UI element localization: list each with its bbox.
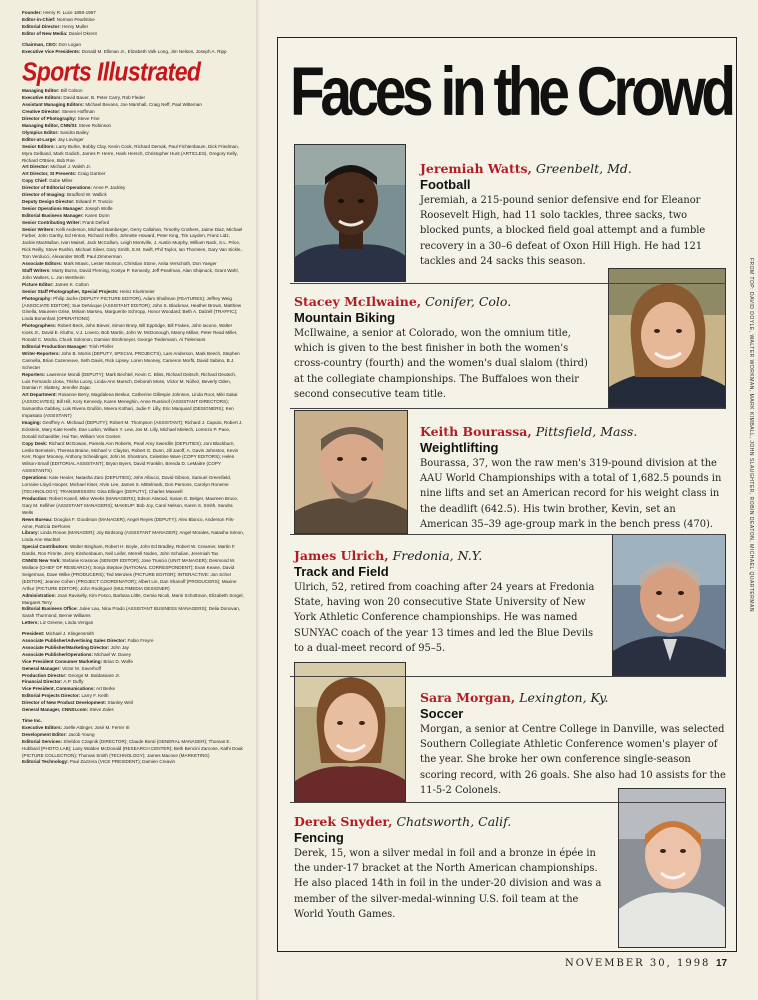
masthead-names: Liz Greene, Linda Verigan [40, 620, 94, 626]
masthead-names: Joseph Wolfe [84, 205, 113, 211]
masthead-names: Steve Fine [77, 116, 100, 122]
masthead-credit-line [22, 392, 244, 420]
masthead-names: Robert Beck, John Biever, Simon Bruty, Bill Eppridge, Bill Frakes, John Iacono, Walter Iooss Jr., David E. Klutho, V.J. Lovero, Bob Martin, John W. McDonough, Manny Millan, Peter Read Miller, Ronald C. Modra, Chuck Solomon, Damian Strohmeyer, George Tiedemann, Al Tielemans [22, 323, 238, 343]
faces-panel [277, 37, 737, 952]
athlete-hometown: Fredonia, N.Y. [392, 548, 483, 563]
masthead-names: Steve Robinson [78, 122, 112, 128]
masthead-credit-line [22, 261, 244, 268]
masthead-role: Staff Writers: [22, 268, 51, 273]
masthead-role: Editorial Business Office: [22, 606, 78, 612]
athlete-sport: Fencing [294, 830, 344, 845]
masthead-names: Stanley Weil [107, 700, 133, 706]
masthead-credit-line [22, 631, 244, 638]
masthead-names: Don Logan [58, 41, 81, 47]
athlete-bio: Bourassa, 37, won the raw men's 319-pound division at the AAU World Championships with a total of 1,682.5 pounds in nine lifts and set an American record for his weight class in the deadlift (642.5). His twin brother, Kevin, set an American 35–39 age-group mark in the bench press (470). [420, 458, 722, 530]
athlete-bio: Jeremiah, a 215-pound senior defensive end for Eleanor Roosevelt High, had 11 solo tackles, three sacks, two blocked punts, a blocked field goal attempt and a fumble recovery in a 30–6 defeat of Oxon Hill High. He had 121 tackles and 24 sacks this season. [420, 195, 706, 267]
masthead-credit-line [22, 686, 244, 693]
masthead-role: Art Director: [22, 164, 50, 170]
issue-date: NOVEMBER 30, 1998 [565, 958, 711, 969]
masthead-role: Development Editor: [22, 731, 67, 737]
athlete-sport: Mountain Biking [294, 310, 396, 325]
athlete-sport: Soccer [420, 706, 464, 721]
masthead-role: Director of New Product Development: [22, 700, 107, 706]
athlete-hometown: Chatsworth, Calif. [396, 814, 512, 829]
page-number: 17 [716, 958, 728, 969]
masthead-role: Letters: [22, 620, 39, 626]
masthead-role: Art Director, SI Presents: [22, 171, 77, 177]
masthead-names: Karen Dunn [85, 212, 110, 218]
masthead-names: Brian D. Wolfe [103, 658, 133, 664]
masthead-names: Stefanie Krasnow (SENIOR EDITOR); Jose Truscio (UNIT MANAGER); Desmond M. Wallace (CHIEF OF RESEARCH); Sonja Steptoe (NATIONAL CORRESPONDENT); Evan Keane, David Seigerman, Dave Wilke (PRODUCERS); Ted Menzies (PICTURE EDITOR); INTERACTIVE: Jon Scher (EDITOR); Jeanne Cohen (PROJECT COORDINATOR); Albert Lin, Dan Shanoff (PRODUCERS); Maxine Arthur (PICTURE EDITOR); John Rodriguez (MULTIMEDIA DESIGNER) [22, 558, 237, 591]
masthead-role: Editorial Projects Director: [22, 693, 81, 699]
masthead-credit-line [22, 558, 244, 593]
entry-divider [290, 676, 726, 677]
masthead-names: Trish Pfeifer [88, 343, 114, 349]
masthead-credit-line [22, 144, 244, 165]
masthead-credit-line [22, 606, 244, 620]
athlete-sport: Football [420, 177, 471, 192]
masthead-role: News Bureau: [22, 516, 53, 522]
masthead-names: Walter Bingham, Robert H. Boyle, John Ed Bradley, Robert W. Creamer, Martin F. Dardis, Ron Fimrite, Jerry Kirshenbaum, Neil Leifer, Merrell Noden, John Schulian, Jeremiah Tax [22, 544, 236, 557]
masthead-role: Associate Publisher/Advertising Sales Director: [22, 638, 127, 644]
masthead-credit-line [22, 420, 244, 441]
masthead-names: Heinz Kluetmeier [119, 288, 155, 294]
athlete-name: James Ulrich, [294, 548, 389, 563]
masthead-names: Philip Jache (DEPUTY PICTURE EDITOR), Adam Shallman (FEATURES); Jeffrey Weig (ASSOCIATE EDITOR); Sue DeNicque (ASSISTANT EDITOR); John S. Blackmar, Heather Brown, Matthew Ginella, Maureen Grise, Miriam Marseu, Marguerite Schropp, Honor Woodard; Beth A. Dalzell (TRAFFIC); Linda Bonenfant (OPERATIONS) [22, 295, 242, 322]
masthead-names: Michael J. Walsh Jr. [50, 164, 92, 170]
masthead-credit-line [22, 530, 244, 544]
masthead-credit-line [22, 17, 244, 24]
entry-divider [290, 408, 726, 409]
masthead-credit-line [22, 351, 244, 372]
masthead-names: Fabio Freyre [127, 638, 154, 644]
masthead-credit-line [22, 130, 244, 137]
masthead-role: Editorial Production Manager: [22, 343, 88, 349]
masthead-staff-credits [22, 88, 244, 627]
masthead-role: Creative Director: [22, 109, 61, 115]
masthead-role: Director of Editorial Operations: [22, 185, 92, 191]
masthead-names: Daniel Okrent [68, 30, 97, 36]
masthead-names: A.P. Duffy [63, 679, 84, 685]
masthead-names: Michael W. Davey [94, 651, 132, 657]
masthead-role: Photography: [22, 295, 52, 301]
masthead-top-credits [22, 10, 244, 55]
masthead-names: Joëlle Attinger, José M. Ferrer III [63, 724, 130, 730]
masthead-role: Associate Publisher/Marketing Director: [22, 644, 110, 650]
masthead-names: Michael Bevans, Joe Marshall, Craig Neff, Paul Witteman [85, 102, 202, 108]
masthead-credit-line [22, 645, 244, 652]
masthead-role: Senior Staff Photographer, Special Projects: [22, 288, 119, 294]
masthead-names: Geoffrey A. Michaud (DEPUTY); Robert M. Thompson (ASSISTANT); Richard J. Caputo, Robert J. Eckstein, Mary Kate Keefe, Dan Larkin, William Y. Lew, Jos M. Lilly, Michael Mielech, Lorenzo P. Pace, Donald Schaedtler, Hai Tan, William Von Gonten [22, 419, 243, 439]
masthead-credit-line [22, 296, 244, 324]
athlete-photo-ulrich [612, 534, 726, 676]
masthead-role: Vice President, Communications: [22, 686, 95, 692]
entry-divider [290, 283, 726, 284]
masthead-credit-line [22, 475, 244, 496]
masthead-names: Steve Zales [89, 707, 114, 713]
masthead-names: Henry Muller [62, 23, 89, 29]
masthead-names: Michael J. Klingensmith [45, 631, 95, 637]
masthead-names: Bill Colson [60, 88, 83, 94]
masthead-names: Kelli Anderson, Michael Bamberger, Gerry Callahan, Timothy Crothers, Jaime Diaz, Michael Farber, John Garrity, Ed Hinton, Richard Hoffer, Johnette Howard, Peter King, Tim Layden, Franz Lidz, Jackie MacMullan, Ivan Maisel, Jack McCallum, Leigh Montville, J. Austin Murphy, William Nack, S.L. Price, Rick Reilly, Steve Rushin, Michael Silver, Gary Smith, E.M. Swift, Phil Taylor, Ian Thomsen, Gary Van Sickle, Tom Verducci, Alexander Wolff, Paul Zimmerman [22, 226, 243, 260]
masthead-role: Executive Editors: [22, 95, 63, 101]
photo-credit: FROM TOP: DAVID DOYLE, WALTER WORKMAN, MARK KIMBALL, JOHN SLAUGHTER, ROBIN DEATON, MICHAEL QUARTERMAN [748, 258, 754, 612]
masthead-role: Photographers: [22, 323, 57, 329]
masthead-credit-line [22, 372, 244, 393]
athlete-entry-watts [420, 161, 726, 269]
masthead-role: Associate Editors: [22, 261, 63, 267]
masthead-names: Larry Burke, Bobby Clay, Kevin Cook, Richard Demak, Paul Fichtenbaum, Dick Friedman, Myra Gelband, Mark Godich, James P. Herre, Hank Hersch, Christopher Hunt (ARTICLES), Gregory Kelly, Richard O'Brien, Bob Roe [22, 143, 239, 163]
masthead-role: Associate Publisher/Operations: [22, 651, 93, 657]
masthead-credit-line [22, 593, 244, 607]
athlete-bio: McIlwaine, a senior at Colorado, won the omnium title, which is given to the best finisher in both the women's cross-country (fourth) and the women's dual slalom (third) at the collegiate championships. The Buffaloes won their second consecutive team title. [294, 328, 588, 400]
masthead-credit-line [22, 137, 244, 144]
athlete-bio: Morgan, a senior at Centre College in Danville, was selected Southern Collegiate Athletic Conference women's player of the year. She broke her own conference single-season scoring record, with 26 goals. She also had 10 assists for the 11-5-2 Colonels. [420, 724, 726, 796]
masthead-credit-line [22, 10, 244, 17]
masthead-credit-line [22, 739, 244, 760]
athlete-entry-ulrich [294, 548, 600, 656]
masthead-role: Reporters: [22, 371, 46, 377]
masthead-role: Copy Chief: [22, 178, 48, 184]
athlete-name: Stacey McIlwaine, [294, 294, 422, 309]
masthead-role: Editorial Director: [22, 23, 61, 29]
masthead-names: Henry R. Luce 1898-1967 [43, 10, 96, 15]
masthead-names: Rosanne Berry, Magdalena Beskur, Catherine Gillespie Johnson, Linda Root, Miki Sakai (ASSOCIATES); Bill Hill, Kory Kennedy, Karen Meneghin, Anne Russinof (ASSISTANT DIRECTORS); Samantha Gabbey, Luis Rivera Grullón, Meera Kothari, Judie F. Lilly, Eric Marquard (DESIGNERS); Ken Impastato (ASSISTANT) [22, 392, 238, 419]
masthead-names: Richard McGowan, Pamela Ann Roberts, Pearl Amy Swerdlin (DEPUTIES); Joni Blackburn, Leslie Bernstein, Theresa Braine, Michael V. Clayton, Robert G. Dunn, Jill Jaroff, A. Gavin Johnston, Kevin Kerr, Roger Mooney, Anthony Scheidinger, John M. Shostrom, Celestine Ware (COPY EDITORS); Helen Wilson-Small (EDITORIAL ASSISTANT); Bryan Byers, David Franklin, Brenda D. LeMaitre (COPY ASSISTANTS) [22, 440, 239, 474]
masthead-role: Chairman, CEO: [22, 41, 58, 47]
masthead-role: Imaging: [22, 419, 42, 425]
masthead-credit-line [22, 178, 244, 185]
athlete-bio: Derek, 15, won a silver medal in foil and a bronze in épée in the under-17 bracket at the North American championships. He also placed 14th in foil in the under-20 division and was a member of the silver-medal-winning U.S. foil team at the World Youth Games. [294, 848, 602, 920]
masthead-names: Gabe Miller [49, 178, 73, 184]
masthead-role: CNN/SI New York: [22, 558, 61, 564]
masthead-role: Administration: [22, 592, 56, 598]
masthead-credit-line [22, 652, 244, 659]
masthead-role: Copy Desk: [22, 440, 48, 446]
masthead-names: Victor M. Saverhoff [62, 665, 101, 671]
masthead-role: Vice President Consumer Marketing: [22, 658, 103, 664]
masthead-role: Director of Photography: [22, 116, 77, 122]
masthead-credit-line [22, 344, 244, 351]
masthead-credit-line [22, 192, 244, 199]
athlete-photo-morgan [294, 662, 406, 802]
masthead-role: Writer-Reporters: [22, 350, 60, 356]
masthead-role: Special Contributors: [22, 544, 69, 550]
masthead-credit-line [22, 220, 244, 227]
masthead-role: Editor-at-Large: [22, 136, 57, 142]
athlete-hometown: Lexington, Ky. [519, 690, 609, 705]
athlete-photo-watts [294, 144, 406, 282]
masthead-credit-line [22, 496, 244, 517]
masthead-role: Deputy Design Director: [22, 198, 75, 204]
masthead-credit-line [22, 49, 244, 56]
masthead-names: George M. Baldassare Jr. [67, 672, 121, 678]
athlete-photo-snyder [618, 788, 726, 948]
masthead-names: Sandra Bailey [60, 129, 89, 135]
masthead-credit-line [22, 95, 244, 102]
masthead-names: Marty Burns, David Fleming, Kostya P. Kennedy, Jeff Pearlman, Alan Shipnuck, Grant Wahl, John Walters, L. Jon Wertheim [22, 268, 239, 280]
masthead-role: Assistant Managing Editors: [22, 102, 85, 108]
entry-divider [290, 534, 726, 535]
page-gutter-shadow [256, 0, 260, 1000]
athlete-entry-morgan [420, 690, 726, 798]
masthead-role: Financial Director: [22, 679, 63, 685]
masthead-credit-line [22, 323, 244, 344]
masthead-role: Executive Editors: [22, 724, 63, 730]
masthead-credit-line [22, 24, 244, 31]
masthead-credit-line [22, 227, 244, 262]
masthead-names: Edward P. Truscio [75, 198, 113, 204]
masthead-role: President: [22, 631, 45, 637]
athlete-sport: Track and Field [294, 564, 389, 579]
masthead-names: Frank Deford [82, 219, 110, 225]
athlete-sport: Weightlifting [420, 440, 499, 455]
masthead-credit-line [22, 185, 244, 192]
athlete-name: Keith Bourassa, [420, 424, 532, 439]
masthead-role: Managing Editor: [22, 88, 60, 94]
athlete-entry-snyder [294, 814, 608, 922]
masthead-names: James K. Colton [54, 281, 89, 287]
masthead-role: Editorial Technology: [22, 759, 69, 765]
masthead-credit-line [22, 116, 244, 123]
masthead-role: Editor of New Media: [22, 30, 68, 36]
masthead-credit-line [22, 732, 244, 739]
masthead-names: Larry F. Keith [81, 693, 109, 699]
masthead-credit-line [22, 638, 244, 645]
masthead-names: Art Berke [95, 686, 116, 692]
masthead-names: Linda Ronan (MANAGER); Joy Birdsong (ASSISTANT MANAGER); Angel Morales, Natasha Simon, Linda Ann Wachtel [22, 530, 244, 543]
masthead-column [0, 0, 258, 1000]
masthead-role: Olympics Editor: [22, 129, 59, 135]
masthead-credit-line [22, 666, 244, 673]
masthead-credit-line [22, 171, 244, 178]
masthead-names: Kate Heuler, Natasha Zaro (DEPUTIES); John Albucci, David Gibson, Samuel Greenfield, Lorraine Lloyd Hooper, Michael Kiser, Alvin Lee, James S. Mittelmark, Don Parsons, Carolyn Roneme (TECHNOLOGY); TRANSMISSION: Gisa Ellinger (DEPUTY); Charles Maxwell [22, 475, 232, 494]
masthead-role: Senior Contributing Writer: [22, 219, 82, 225]
masthead-credit-line [22, 707, 244, 714]
masthead-credit-line [22, 659, 244, 666]
masthead-credit-line [22, 544, 244, 558]
masthead-credit-line [22, 199, 244, 206]
masthead-names: John B. Morris (DEPUTY, SPECIAL PROJECTS), Lars Anderson, Mark Beech, Stephen Cannella, Brian Cazeneuve, Seth Davis, Rick Lipsey, Loren Mooney, Cameron Morfit, David Sabino, B.J. Schecter [22, 350, 240, 370]
masthead-credit-line [22, 700, 244, 707]
masthead-role: Senior Writers: [22, 226, 55, 232]
athlete-hometown: Pittsfield, Mass. [535, 424, 638, 439]
masthead-role: Editorial Business Manager: [22, 212, 84, 218]
masthead-credit-line [22, 88, 244, 95]
masthead-names: Joan Raviselly, Kim Fosco, Barbara Little, Gemia Nicoli, Marni Schottman, Elizabeth Sorgel, Margaret Terry [22, 592, 244, 605]
masthead-credit-line [22, 109, 244, 116]
masthead-names: Bradford W. Wallick [66, 192, 107, 198]
masthead-names: John Jay [110, 644, 129, 650]
sports-illustrated-logo: Sports Illustrated [22, 57, 201, 87]
masthead-credit-line [22, 289, 244, 296]
entry-divider [290, 802, 726, 803]
masthead-names: Mark Mravic, Lester Munson, Christian Stone, Anita Verschoth, Don Yaeger [63, 261, 217, 267]
masthead-role: Senior Operations Manager: [22, 205, 84, 211]
masthead-credit-line [22, 206, 244, 213]
masthead-names: Sheldon Czapnik (DIRECTOR); Claude Boral (GENERAL MANAGER); Thomas E. Hubbard (PHOTO LAB); Lany Walden McDonald (RESEARCH CENTER); Beth Bencini Zarcone, Kathi Doak (PICTURE COLLECTION); Thomas Smith (TECHNOLOGY); James Macove (MARKETING) [22, 738, 243, 758]
masthead-credit-line [22, 213, 244, 220]
masthead-credit-line [22, 673, 244, 680]
athlete-bio: Ulrich, 52, retired from coaching after 24 years at Fredonia State, having won 20 consecutive State University of New York Athletic Conference championships. He was named SUNYAC coach of the year 13 times and led the Blue Devils to a dual-meet record of 95–5. [294, 582, 595, 654]
masthead-business-credits [22, 631, 244, 714]
masthead-role: Senior Editors: [22, 143, 55, 149]
masthead-names: Lawrence Mondi (DEPUTY); Mark Bechtel, Kevin C. Bliss, Richard Deitsch, Richard Deutsch, Luis Fernando Llosa, Trisha Lucey, Linda-Ann Marsch, Deborah Moss, Victor M. Núñez, Beverly Oden, Damian F. Slattery, Jennifer Zajac [22, 371, 237, 391]
masthead-role: Production: [22, 495, 48, 501]
masthead-names: Robert Kanell, Mike Weeks (MANAGERS); Edson Atwood, Susan G. Belger, Maureen Bruce, Gary M. Kelliher (ASSISTANT MANAGERS); MAKEUP: Bob Joy, Carol Nelson, Karen S. Smith, Sandra Wells [22, 495, 239, 515]
masthead-credit-line [22, 102, 244, 109]
masthead-role: Operations: [22, 475, 48, 481]
masthead-names: Craig Gartner [77, 171, 106, 177]
masthead-names: Jacob Young [68, 731, 95, 737]
masthead-names: Douglas F. Goodman (MANAGER); Angel Reyes (DEPUTY); Alex Blanco, Anderson Fils-Aime, Patricia DeFlores [22, 516, 235, 529]
masthead-role: Production Director: [22, 672, 67, 678]
masthead-role: Director of Imaging: [22, 192, 66, 198]
masthead-names: Julee Lau, Nina Prado (ASSISTANT BUSINESS MANAGERS); Delia Donovan, Sarah Thurmond, Bernie Williams [22, 606, 241, 619]
masthead-role: Executive Vice Presidents: [22, 48, 81, 54]
masthead-credit-line [22, 759, 244, 766]
masthead-corp-credits [22, 725, 244, 766]
masthead-credit-line [22, 268, 244, 282]
masthead-credit-line [22, 517, 244, 531]
masthead-credit-line [22, 282, 244, 289]
athlete-hometown: Conifer, Colo. [425, 294, 512, 309]
masthead-role: Editorial Services: [22, 738, 63, 744]
corp-title: Time Inc. [22, 718, 42, 723]
masthead-credit-line [22, 620, 244, 627]
masthead-names: David Bauer, B. Peter Carry, Rob Fleder [63, 95, 145, 101]
masthead-credit-line [22, 441, 244, 476]
athlete-name: Jeremiah Watts, [420, 161, 532, 176]
masthead-role: Picture Editor: [22, 281, 54, 287]
masthead-role: General Manager, CNNSI.com: [22, 707, 89, 713]
masthead-role: Managing Editor, CNN/SI: [22, 122, 78, 128]
masthead-names: Donald M. Elliman Jr., Elizabeth Valk Long, Jim Nelson, Joseph A. Ripp [81, 48, 227, 54]
masthead-names: Jay Lovinger [57, 136, 84, 142]
masthead-role: Editor-in-Chief: [22, 16, 56, 22]
masthead-names: Norman Pearlstine [56, 16, 95, 22]
athlete-photo-bourassa [294, 410, 408, 534]
masthead-names: Steven Hoffman [61, 109, 95, 115]
athlete-entry-mcilwaine [294, 294, 600, 402]
masthead-credit-line [22, 42, 244, 49]
athlete-name: Sara Morgan, [420, 690, 516, 705]
masthead-credit-line [22, 679, 244, 686]
masthead-credit-line [22, 123, 244, 130]
masthead-role: General Manager: [22, 665, 61, 671]
masthead-credit-line [22, 31, 244, 38]
athlete-entry-bourassa [420, 424, 726, 532]
masthead-credit-line [22, 725, 244, 732]
masthead-credit-line [22, 693, 244, 700]
masthead-names: Anne P. Jackley [92, 185, 126, 191]
masthead-names: Paul Zazzera (VICE PRESIDENT); Damien Creavin [69, 759, 176, 765]
athlete-hometown: Greenbelt, Md. [535, 161, 632, 176]
masthead-role: Founder: [22, 10, 42, 15]
athlete-photo-mcilwaine [608, 268, 726, 408]
athlete-name: Derek Snyder, [294, 814, 393, 829]
page-headline: Faces in the Crowd [290, 53, 732, 131]
masthead-role: Art Department: [22, 392, 57, 398]
masthead-credit-line [22, 164, 244, 171]
masthead-role: Library: [22, 530, 40, 536]
